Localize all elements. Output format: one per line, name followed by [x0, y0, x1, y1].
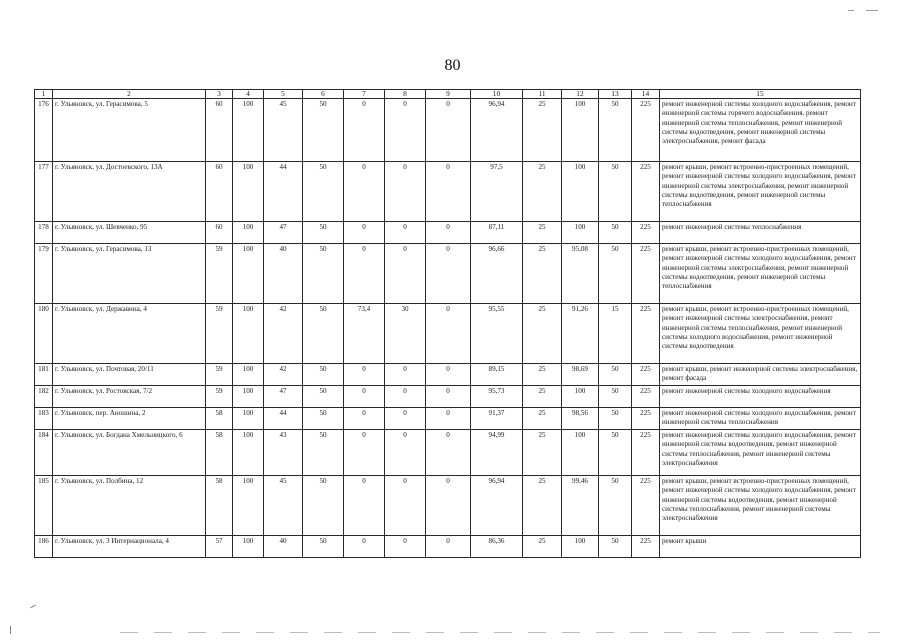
row-number: 183 [35, 408, 53, 430]
column-header: 12 [562, 90, 599, 99]
value-cell: 59 [206, 304, 233, 364]
address-cell: г. Ульяновск, ул. Державина, 4 [53, 304, 206, 364]
scan-mark [866, 10, 878, 11]
row-number: 180 [35, 304, 53, 364]
value-cell: 0 [426, 476, 471, 536]
value-cell: 100 [562, 99, 599, 162]
value-cell: 100 [562, 386, 599, 408]
value-cell: 0 [426, 536, 471, 558]
value-cell: 98,69 [562, 364, 599, 386]
value-cell: 0 [344, 430, 385, 476]
works-cell: ремонт инженерной системы холодного водоснабжения [660, 386, 861, 408]
value-cell: 225 [632, 99, 660, 162]
value-cell: 100 [233, 386, 264, 408]
value-cell: 50 [599, 430, 632, 476]
value-cell: 0 [344, 386, 385, 408]
table-row [35, 536, 861, 558]
value-cell: 50 [303, 476, 344, 536]
value-cell: 96,94 [471, 99, 523, 162]
value-cell: 0 [426, 99, 471, 162]
value-cell: 25 [523, 222, 562, 244]
value-cell: 25 [523, 304, 562, 364]
address-cell: г. Ульяновск, ул. Богдана Хмельницкого, 6 [53, 430, 206, 476]
row-number: 176 [35, 99, 53, 162]
value-cell: 0 [385, 536, 426, 558]
value-cell: 95,55 [471, 304, 523, 364]
value-cell: 89,15 [471, 364, 523, 386]
column-header: 7 [344, 90, 385, 99]
value-cell: 0 [385, 244, 426, 304]
value-cell: 0 [426, 162, 471, 222]
works-cell: ремонт инженерной системы холодного водоснабжения, ремонт инженерной системы горячего водоснабжения, ремонт инженерной системы теплоснабжения, ремонт инженерной системы водоотведения, ремонт инженерной системы электроснабжения, ремонт фасада [660, 99, 861, 162]
value-cell: 0 [385, 386, 426, 408]
value-cell: 0 [426, 244, 471, 304]
value-cell: 59 [206, 364, 233, 386]
value-cell: 50 [599, 244, 632, 304]
value-cell: 50 [599, 364, 632, 386]
works-cell: ремонт инженерной системы холодного водоснабжения, ремонт инженерной системы водоотведения, ремонт инженерной системы теплоснабжения, ремонт инженерной системы электроснабжения [660, 430, 861, 476]
value-cell: 0 [344, 222, 385, 244]
value-cell: 95,73 [471, 386, 523, 408]
value-cell: 50 [599, 99, 632, 162]
value-cell: 100 [233, 364, 264, 386]
value-cell: 42 [264, 304, 303, 364]
value-cell: 225 [632, 222, 660, 244]
value-cell: 50 [303, 536, 344, 558]
value-cell: 100 [562, 162, 599, 222]
value-cell: 50 [599, 476, 632, 536]
value-cell: 50 [303, 364, 344, 386]
value-cell: 225 [632, 304, 660, 364]
value-cell: 15 [599, 304, 632, 364]
value-cell: 0 [426, 430, 471, 476]
capital-repair-table [34, 89, 861, 558]
value-cell: 0 [344, 162, 385, 222]
value-cell: 58 [206, 408, 233, 430]
value-cell: 44 [264, 162, 303, 222]
value-cell: 47 [264, 222, 303, 244]
value-cell: 0 [385, 162, 426, 222]
value-cell: 44 [264, 408, 303, 430]
value-cell: 0 [344, 99, 385, 162]
value-cell: 87,11 [471, 222, 523, 244]
value-cell: 91,37 [471, 408, 523, 430]
value-cell: 25 [523, 364, 562, 386]
works-cell: ремонт инженерной системы холодного водоснабжения, ремонт инженерной системы теплоснабжения [660, 408, 861, 430]
value-cell: 0 [385, 430, 426, 476]
value-cell: 100 [233, 430, 264, 476]
row-number: 178 [35, 222, 53, 244]
row-number: 184 [35, 430, 53, 476]
value-cell: 0 [426, 408, 471, 430]
value-cell: 96,94 [471, 476, 523, 536]
table-row [35, 386, 861, 408]
value-cell: 45 [264, 99, 303, 162]
value-cell: 100 [562, 430, 599, 476]
column-header: 1 [35, 90, 53, 99]
row-number: 181 [35, 364, 53, 386]
value-cell: 100 [233, 99, 264, 162]
scan-artifact [120, 632, 880, 633]
address-cell: г. Ульяновск, ул. Ростовская, 7/2 [53, 386, 206, 408]
value-cell: 225 [632, 244, 660, 304]
table-row [35, 430, 861, 476]
value-cell: 100 [233, 244, 264, 304]
address-cell: г. Ульяновск, ул. 3 Интернационала, 4 [53, 536, 206, 558]
scan-mark [848, 10, 854, 11]
table-row [35, 408, 861, 430]
header-row [35, 90, 861, 99]
address-cell: г. Ульяновск, ул. Шевченко, 95 [53, 222, 206, 244]
value-cell: 225 [632, 476, 660, 536]
row-number: 177 [35, 162, 53, 222]
table-row [35, 244, 861, 304]
column-header: 10 [471, 90, 523, 99]
value-cell: 0 [385, 364, 426, 386]
table-row [35, 304, 861, 364]
value-cell: 47 [264, 386, 303, 408]
value-cell: 50 [303, 430, 344, 476]
value-cell: 100 [233, 162, 264, 222]
works-cell: ремонт инженерной системы теплоснабжения [660, 222, 861, 244]
table-row [35, 222, 861, 244]
table-row [35, 364, 861, 386]
address-cell: г. Ульяновск, ул. Герасимова, 5 [53, 99, 206, 162]
value-cell: 98,56 [562, 408, 599, 430]
value-cell: 0 [385, 222, 426, 244]
value-cell: 73,4 [344, 304, 385, 364]
scan-mark [10, 626, 11, 634]
value-cell: 43 [264, 430, 303, 476]
works-cell: ремонт крыши, ремонт встроенно-пристроенных помещений, ремонт инженерной системы холодного водоснабжения, ремонт инженерной системы электроснабжения, ремонт инженерной системы водоотведения, ремонт инженерной системы теплоснабжения [660, 162, 861, 222]
value-cell: 225 [632, 536, 660, 558]
value-cell: 95,08 [562, 244, 599, 304]
value-cell: 40 [264, 536, 303, 558]
table-row [35, 99, 861, 162]
value-cell: 94,99 [471, 430, 523, 476]
value-cell: 225 [632, 364, 660, 386]
value-cell: 0 [426, 222, 471, 244]
value-cell: 91,26 [562, 304, 599, 364]
value-cell: 25 [523, 536, 562, 558]
address-cell: г. Ульяновск, ул. Почтовая, 20/11 [53, 364, 206, 386]
value-cell: 45 [264, 476, 303, 536]
value-cell: 225 [632, 162, 660, 222]
column-header: 11 [523, 90, 562, 99]
value-cell: 0 [426, 364, 471, 386]
value-cell: 25 [523, 99, 562, 162]
value-cell: 30 [385, 304, 426, 364]
value-cell: 50 [303, 304, 344, 364]
row-number: 179 [35, 244, 53, 304]
page-number: 80 [444, 57, 461, 74]
column-header: 14 [632, 90, 660, 99]
value-cell: 60 [206, 162, 233, 222]
value-cell: 57 [206, 536, 233, 558]
value-cell: 0 [385, 476, 426, 536]
scan-mark [30, 605, 36, 609]
value-cell: 25 [523, 162, 562, 222]
value-cell: 40 [264, 244, 303, 304]
row-number: 186 [35, 536, 53, 558]
value-cell: 59 [206, 386, 233, 408]
address-cell: г. Ульяновск, ул. Герасимова, 13 [53, 244, 206, 304]
value-cell: 50 [303, 222, 344, 244]
value-cell: 50 [599, 536, 632, 558]
value-cell: 100 [233, 408, 264, 430]
value-cell: 25 [523, 408, 562, 430]
column-header: 15 [660, 90, 861, 99]
value-cell: 225 [632, 408, 660, 430]
address-cell: г. Ульяновск, ул. Полбина, 12 [53, 476, 206, 536]
table-row [35, 476, 861, 536]
value-cell: 58 [206, 430, 233, 476]
value-cell: 60 [206, 99, 233, 162]
value-cell: 50 [599, 408, 632, 430]
value-cell: 100 [233, 304, 264, 364]
value-cell: 50 [303, 162, 344, 222]
value-cell: 0 [426, 304, 471, 364]
value-cell: 100 [233, 536, 264, 558]
value-cell: 100 [562, 222, 599, 244]
value-cell: 225 [632, 386, 660, 408]
value-cell: 50 [599, 162, 632, 222]
column-header: 9 [426, 90, 471, 99]
value-cell: 25 [523, 476, 562, 536]
works-cell: ремонт крыши, ремонт инженерной системы электроснабжения, ремонт фасада [660, 364, 861, 386]
column-header: 3 [206, 90, 233, 99]
value-cell: 50 [303, 386, 344, 408]
value-cell: 58 [206, 476, 233, 536]
value-cell: 42 [264, 364, 303, 386]
value-cell: 225 [632, 430, 660, 476]
value-cell: 86,36 [471, 536, 523, 558]
column-header: 6 [303, 90, 344, 99]
value-cell: 0 [344, 408, 385, 430]
value-cell: 50 [303, 408, 344, 430]
column-header: 4 [233, 90, 264, 99]
works-cell: ремонт крыши [660, 536, 861, 558]
row-number: 182 [35, 386, 53, 408]
value-cell: 59 [206, 244, 233, 304]
value-cell: 0 [385, 408, 426, 430]
value-cell: 0 [344, 364, 385, 386]
value-cell: 0 [344, 244, 385, 304]
value-cell: 50 [599, 386, 632, 408]
value-cell: 99,46 [562, 476, 599, 536]
value-cell: 25 [523, 244, 562, 304]
value-cell: 0 [344, 476, 385, 536]
value-cell: 50 [303, 244, 344, 304]
value-cell: 50 [599, 222, 632, 244]
works-cell: ремонт крыши, ремонт встроенно-пристроенных помещений, ремонт инженерной системы холодного водоснабжения, ремонт инженерной системы электроснабжения, ремонт инженерной системы водоотведения, ремонт инженерной системы теплоснабжения [660, 244, 861, 304]
address-cell: г. Ульяновск, пер. Аношина, 2 [53, 408, 206, 430]
works-cell: ремонт крыши, ремонт встроенно-пристроенных помещений, ремонт инженерной системы холодного водоснабжения, ремонт инженерной системы водоотведения, ремонт инженерной системы теплоснабжения, ремонт инженерной системы электроснабжения [660, 476, 861, 536]
value-cell: 60 [206, 222, 233, 244]
column-header: 13 [599, 90, 632, 99]
value-cell: 0 [426, 386, 471, 408]
value-cell: 100 [562, 536, 599, 558]
value-cell: 0 [344, 536, 385, 558]
value-cell: 100 [233, 222, 264, 244]
column-header: 8 [385, 90, 426, 99]
value-cell: 0 [385, 99, 426, 162]
row-number: 185 [35, 476, 53, 536]
column-header: 2 [53, 90, 206, 99]
value-cell: 25 [523, 386, 562, 408]
value-cell: 50 [303, 99, 344, 162]
address-cell: г. Ульяновск, ул. Достоевского, 13А [53, 162, 206, 222]
value-cell: 25 [523, 430, 562, 476]
value-cell: 96,66 [471, 244, 523, 304]
table-row [35, 162, 861, 222]
works-cell: ремонт крыши, ремонт встроенно-пристроенных помещений, ремонт инженерной системы электроснабжения, ремонт инженерной системы теплоснабжения, ремонт инженерной системы холодного водоснабжения, ремонт инженерной системы водоотведения [660, 304, 861, 364]
value-cell: 97,5 [471, 162, 523, 222]
column-header: 5 [264, 90, 303, 99]
value-cell: 100 [233, 476, 264, 536]
